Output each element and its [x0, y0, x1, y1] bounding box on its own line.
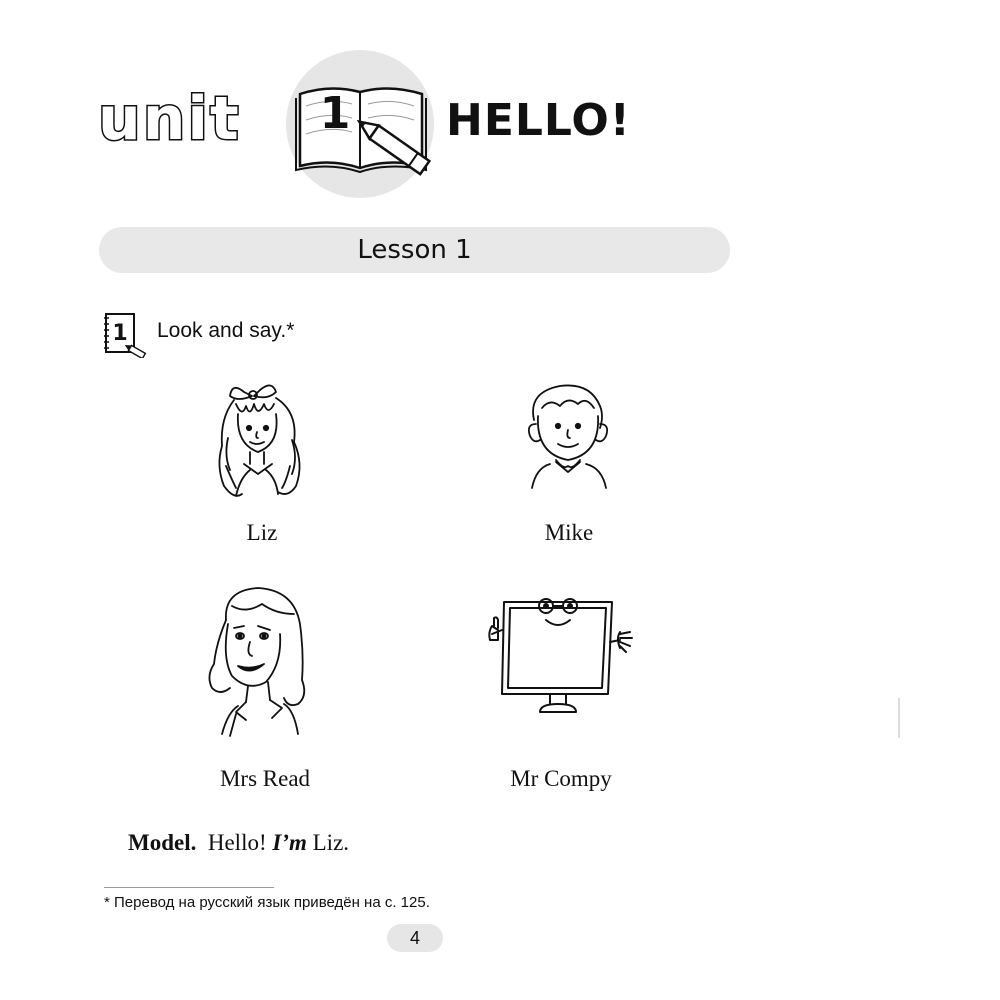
unit-word: unit	[98, 84, 241, 154]
caption-mike: Mike	[544, 520, 594, 545]
model-im: I’m	[272, 830, 307, 855]
notebook-pencil-icon	[100, 312, 150, 358]
open-book-pencil-icon	[282, 46, 438, 202]
footnote: * Перевод на русский язык приведён на с. 125.	[104, 894, 430, 911]
unit-title: HELLO!	[446, 95, 631, 146]
footnote-divider	[104, 887, 274, 888]
girl-liz-illustration	[206, 378, 316, 506]
boy-mike-illustration	[520, 380, 612, 490]
model-label: Model.	[128, 830, 197, 855]
exercise-instruction: Look and say.*	[157, 319, 295, 342]
model-hello: Hello!	[207, 830, 267, 855]
caption-mrs-read: Mrs Read	[219, 766, 311, 791]
caption-mr-compy: Mr Compy	[510, 766, 612, 791]
model-name: Liz.	[312, 830, 350, 855]
exercise-number: 1	[112, 321, 128, 346]
page-edge-mark	[897, 698, 901, 738]
page-number: 4	[409, 928, 420, 948]
computer-mr-compy-illustration	[484, 590, 636, 722]
page-number-badge	[387, 924, 443, 952]
lesson-banner	[99, 227, 730, 273]
unit-number: 1	[319, 88, 351, 139]
caption-liz: Liz	[246, 520, 278, 545]
woman-mrs-read-illustration	[202, 584, 314, 740]
model-sentence	[128, 828, 349, 858]
lesson-title: Lesson 1	[357, 235, 472, 265]
